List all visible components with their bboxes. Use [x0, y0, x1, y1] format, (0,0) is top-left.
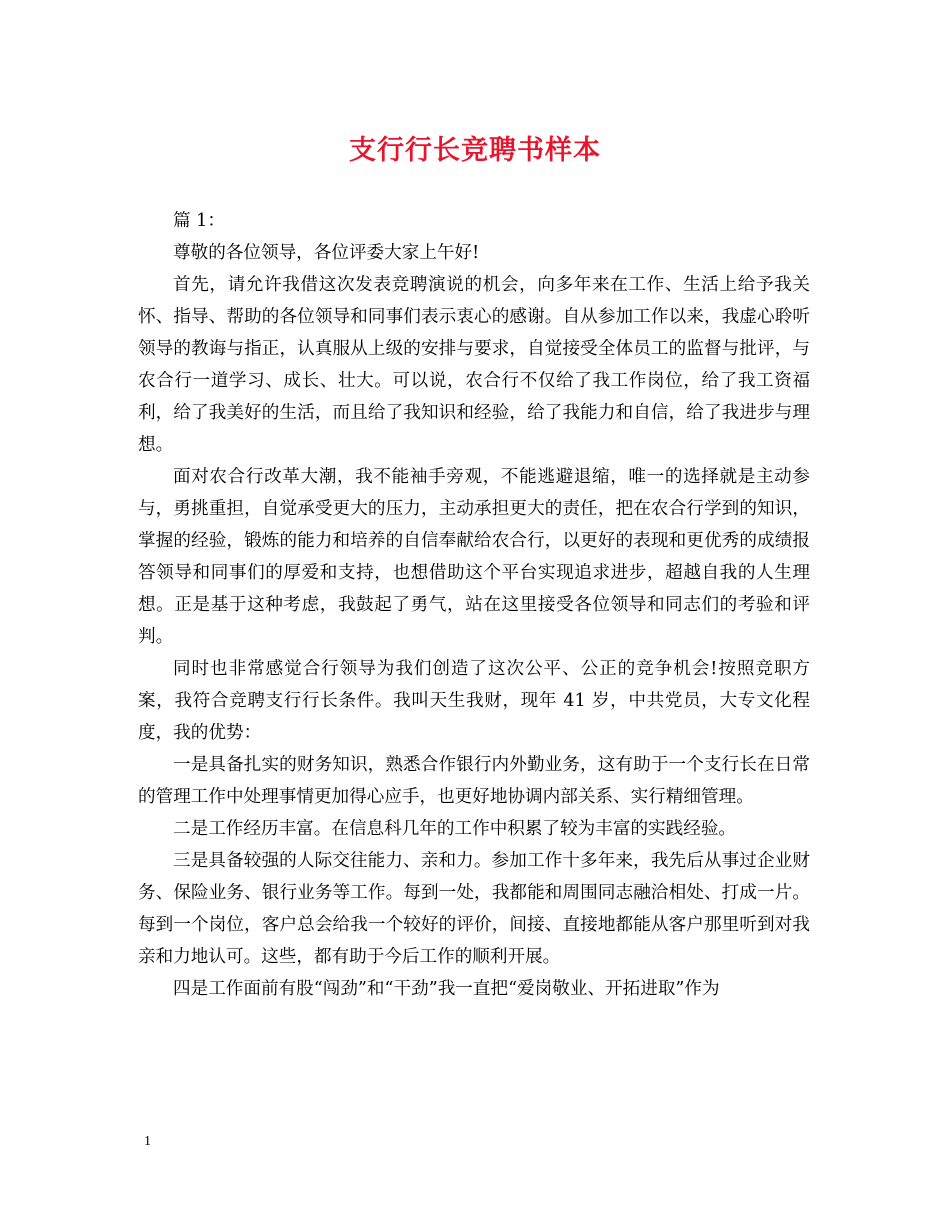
- paragraph-section-label: 篇 1：: [173, 211, 225, 231]
- paragraph-greeting: 尊敬的各位领导，各位评委大家上午好!: [173, 243, 480, 263]
- paragraph-advantage-three: 三是具备较强的人际交往能力、亲和力。参加工作十多年来，我先后从事过企业财务、保险业务、银行业务等工作。每到一处，我都能和周围同志融洽相处、打成一片。每到一个岗位，客户总会给我一个较好的评价，间接、直接地都能从客户那里听到对我亲和力地认可。这些，都有助于今后工作的顺利开展。: [138, 851, 810, 967]
- paragraph-advantage-four: 四是工作面前有股“闯劲”和“干劲”我一直把“爱岗敬业、开拓进取”作为: [173, 979, 720, 999]
- paragraph-thanks: 首先，请允许我借这次发表竞聘演说的机会，向多年来在工作、生活上给予我关怀、指导、帮助的各位领导和同事们表示衷心的感谢。自从参加工作以来，我虚心聆听领导的教诲与指正，认真服从上级的安排与要求，自觉接受全体员工的监督与批评，与农合行一道学习、成长、壮大。可以说，农合行不仅给了我工作岗位，给了我工资福利，给了我美好的生活，而且给了我知识和经验，给了我能力和自信，给了我进步与理想。: [138, 275, 810, 455]
- paragraph-introduction: 同时也非常感觉合行领导为我们创造了这次公平、公正的竞争机会!按照竞职方案，我符合竞聘支行行长条件。我叫天生我财，现年 41 岁，中共党员，大专文化程度，我的优势：: [138, 659, 810, 743]
- paragraph-advantage-two: 二是工作经历丰富。在信息科几年的工作中积累了较为丰富的实践经验。: [173, 819, 737, 839]
- document-title: 支行行长竞聘书样本: [349, 135, 601, 166]
- paragraph-advantage-one: 一是具备扎实的财务知识，熟悉合作银行内外勤业务，这有助于一个支行长在日常的管理工作中处理事情更加得心应手，也更好地协调内部关系、实行精细管理。: [138, 755, 810, 807]
- document-body: [138, 205, 810, 1005]
- page-number: 1: [144, 1134, 151, 1149]
- paragraph-reform: 面对农合行改革大潮，我不能袖手旁观，不能逃避退缩，唯一的选择就是主动参与，勇挑重担，自觉承受更大的压力，主动承担更大的责任，把在农合行学到的知识，掌握的经验，锻炼的能力和培养的自信奉献给农合行，以更好的表现和更优秀的成绩报答领导和同事们的厚爱和支持，也想借助这个平台实现追求进步，超越自我的人生理想。正是基于这种考虑，我鼓起了勇气，站在这里接受各位领导和同志们的考验和评判。: [138, 467, 810, 647]
